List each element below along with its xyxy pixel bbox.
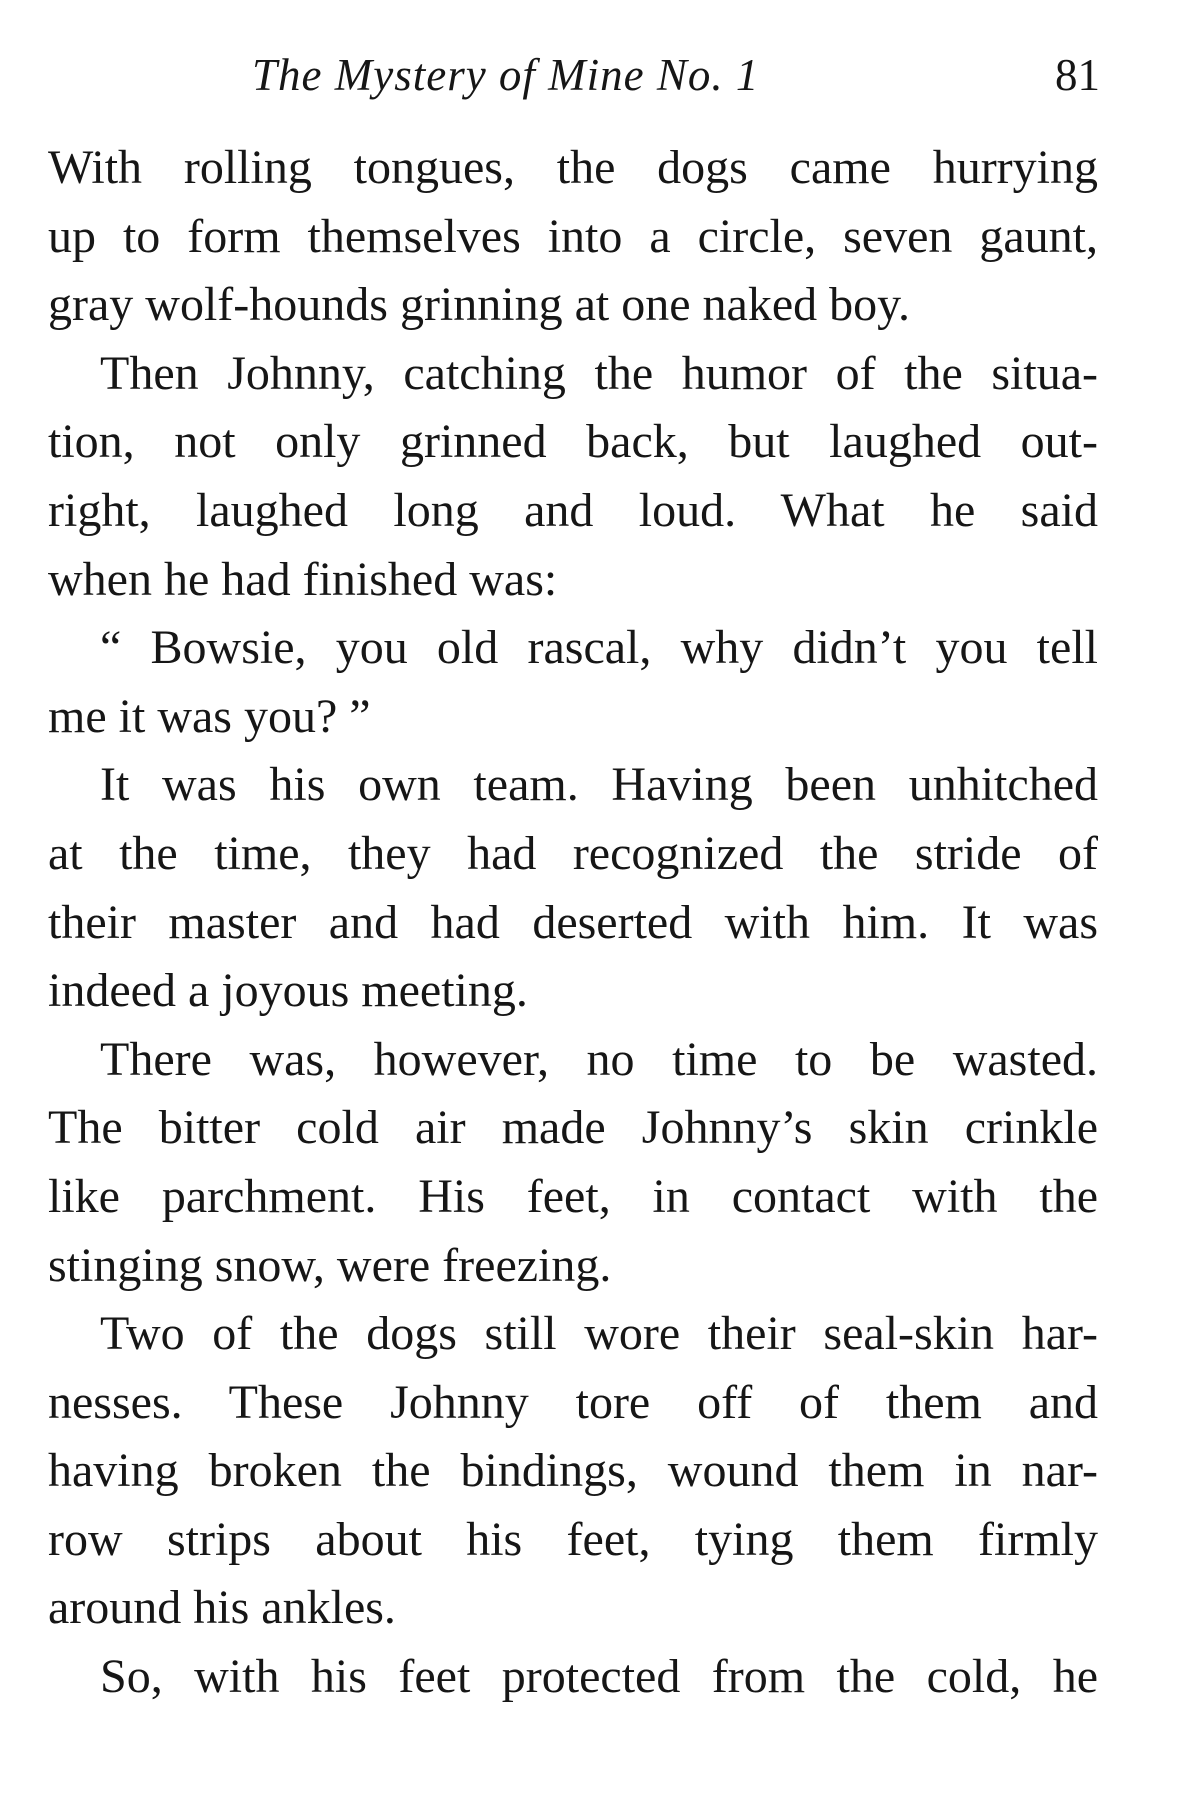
page-number: 81 (1055, 50, 1100, 100)
text-line: Two of the dogs still wore their seal-skin har- (100, 1307, 1098, 1361)
text-line: right, laughed long and loud. What he said (48, 483, 1098, 537)
text-line: at the time, they had recognized the stride of (48, 826, 1098, 880)
text-line: stinging snow, were freezing. (48, 1238, 612, 1292)
text-line: It was his own team. Having been unhitched (100, 758, 1098, 812)
text-line: nesses. These Johnny tore off of them and (48, 1375, 1098, 1429)
text-line: having broken the bindings, wound them in nar- (48, 1444, 1098, 1498)
text-line: up to form themselves into a circle, seven gaunt, (48, 209, 1098, 263)
text-line: There was, however, no time to be wasted. (100, 1032, 1098, 1086)
text-line: when he had finished was: (48, 552, 558, 606)
text-line: “ Bowsie, you old rascal, why didn’t you tell (100, 621, 1098, 675)
text-line: tion, not only grinned back, but laughed out- (48, 415, 1098, 469)
text-line: So, with his feet protected from the cold, he (100, 1650, 1098, 1704)
text-line: Then Johnny, catching the humor of the situa- (100, 346, 1098, 400)
running-title: The Mystery of Mine No. 1 (252, 50, 760, 100)
text-line: their master and had deserted with him. It was (48, 895, 1098, 949)
text-line: indeed a joyous meeting. (48, 964, 528, 1018)
text-line: The bitter cold air made Johnny’s skin crinkle (48, 1101, 1098, 1155)
text-line: like parchment. His feet, in contact with the (48, 1169, 1098, 1223)
text-line: me it was you? ” (48, 689, 371, 743)
text-line: row strips about his feet, tying them firmly (48, 1512, 1098, 1566)
text-line: With rolling tongues, the dogs came hurrying (48, 141, 1098, 194)
text-line: around his ankles. (48, 1581, 396, 1635)
body-text (48, 134, 1098, 1712)
text-line: gray wolf-hounds grinning at one naked boy. (48, 278, 911, 332)
page-header (0, 44, 1195, 106)
